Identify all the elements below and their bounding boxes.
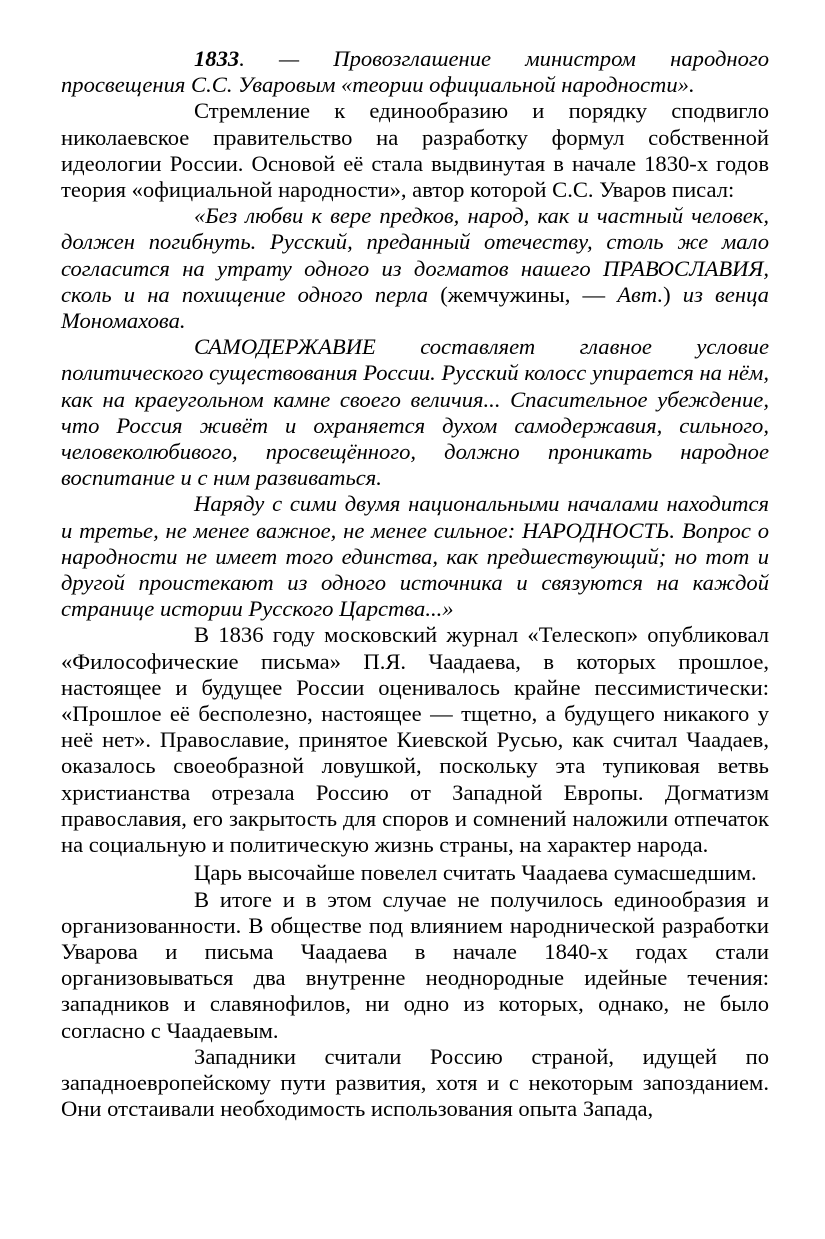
quote-orthodoxy xyxy=(61,203,769,334)
paragraph-ideology: Стремление к единообразию и порядку сподвигло николаевское правительство на разработку формул собственной идеологии России. Основой её стала выдвинутая в начале 1830-х годов теория «официальной народности», автор которой С.С. Уваров писал: xyxy=(61,98,769,203)
quote-orthodoxy-paren-close: ) xyxy=(663,281,671,307)
quote-orthodoxy-author-note: Авт. xyxy=(617,281,664,307)
heading-year: 1833 xyxy=(194,46,240,71)
heading-text: . — Провозглашение министром народного просвещения С.С. Уваровым «теории официальной народности». xyxy=(61,46,769,98)
document-page xyxy=(61,46,769,1122)
quote-nationality: Наряду с сими двумя национальными началами находится и третье, не менее важное, не менее сильное: НАРОДНОСТЬ. Вопрос о народности не имеет того единства, как предшествующий; но тот и другой проистекают из одного источника и связуются на каждой странице истории Русского Царства...» xyxy=(61,491,769,622)
quote-orthodoxy-text: «Без любви к вере предков, народ, как и частный человек, должен погибнуть. Русский, преданный отечеству, столь же мало согласится на утрату одного из догматов нашего ПРАВОСЛАВИЯ, сколь и на похищение одного перла xyxy=(61,203,769,307)
paragraph-westerners: Западники считали Россию страной, идущей по западноевропейскому пути развития, хотя и с некоторым запозданием. Они отстаивали необходимость использования опыта Запада, xyxy=(61,1043,769,1122)
heading-1833 xyxy=(61,46,769,98)
paragraph-tsar: Царь высочайше повелел считать Чаадаева сумасшедшим. xyxy=(194,860,757,886)
paragraph-outcome: В итоге и в этом случае не получилось единообразия и организованности. В обществе под влиянием народнической разработки Уварова и письма Чаадаева в начале 1840-х годах стали организовываться два внутренне неоднородные идейные течения: западников и славянофилов, ни одно из которых, однако, не было согласно с Чаадаевым. xyxy=(61,886,769,1043)
paragraph-chaadaev: В 1836 году московский журнал «Телескоп» опубликовал «Философические письма» П.Я. Чаадаева, в которых прошлое, настоящее и будущее России оценивалось крайне пессимистически: «Прошлое её бесполезно, настоящее — тщетно, а будущего никакого у неё нет». Православие, принятое Киевской Русью, как считал Чаадаев, оказалось своеобразной ловушкой, поскольку эта тупиковая ветвь христианства отрезала Россию от Западной Европы. Догматизм православия, его закрытость для споров и сомнений наложили отпечаток на социальную и политическую жизнь страны, на характер народа. xyxy=(61,622,769,858)
quote-orthodoxy-end: из венца Мономахова. xyxy=(61,281,769,334)
quote-autocracy: САМОДЕРЖАВИЕ составляет главное условие политического существования России. Русский колосс упирается на нём, как на краеугольном камне своего величия... Спасительное убеждение, что Россия живёт и охраняется духом самодержавия, сильного, человеколюбивого, просвещённого, должно проникать народное воспитание и с ним развиваться. xyxy=(61,334,769,491)
quote-orthodoxy-parenthesis: (жемчужины, — xyxy=(440,281,618,307)
